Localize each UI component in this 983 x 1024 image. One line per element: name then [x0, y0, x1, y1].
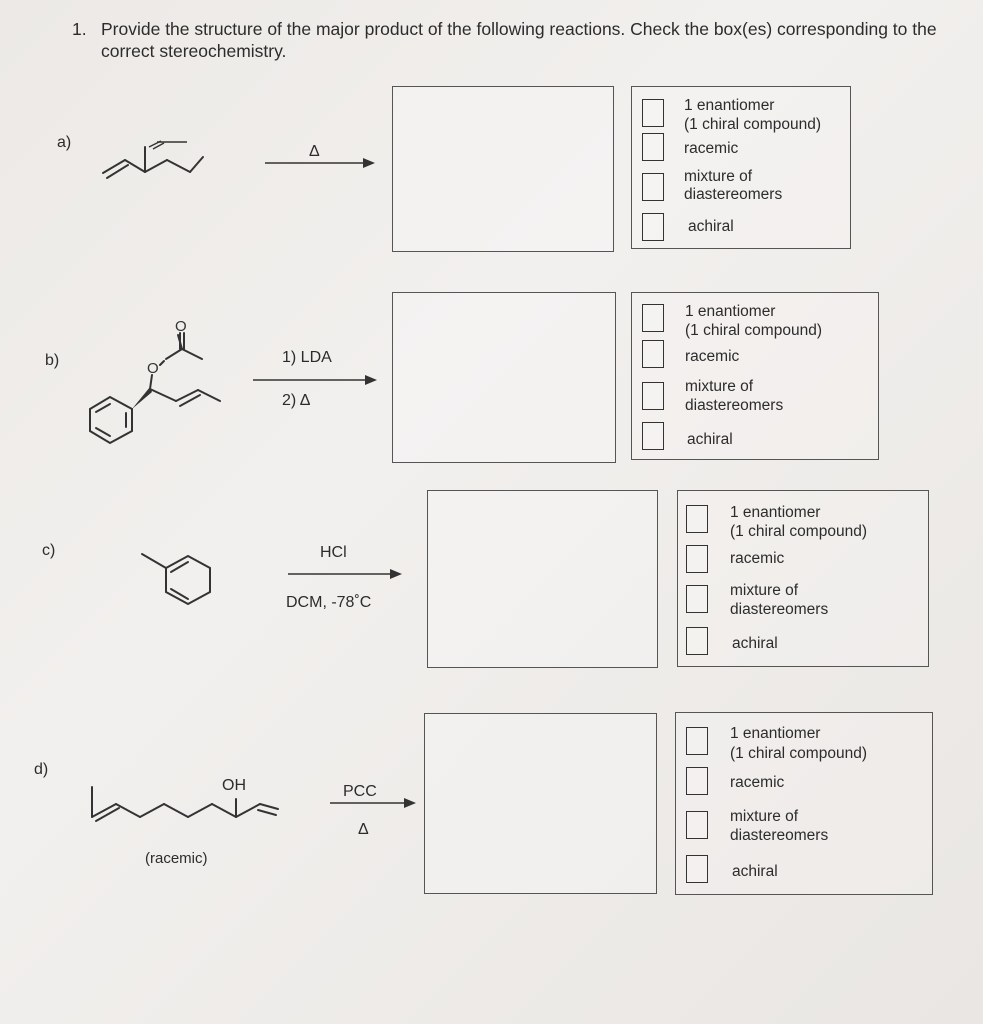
part-d-hydroxyl-label: OH [222, 777, 246, 794]
part-c-label: c) [42, 542, 56, 559]
part-b-stereo-options [631, 292, 879, 460]
part-b-carbonyl-oxygen-label: O [175, 318, 187, 335]
part-d-reactant-structure [82, 775, 282, 835]
part-c-checkbox-1-enantiomer[interactable] [686, 505, 708, 533]
part-c-reagent-2: DCM, -78˚C [286, 594, 372, 611]
part-c-checkbox-racemic[interactable] [686, 545, 708, 573]
part-c-checkbox-achiral[interactable] [686, 627, 708, 655]
part-d-option-1-chiral-compound: (1 chiral compound) [730, 745, 867, 762]
part-c-option-1-chiral-compound: (1 chiral compound) [730, 523, 867, 540]
part-b-checkbox-1-enantiomer[interactable] [642, 304, 664, 332]
part-a-reaction-arrow [265, 157, 375, 169]
part-a-option-racemic: racemic [684, 140, 739, 157]
part-b-checkbox-achiral[interactable] [642, 422, 664, 450]
part-d-answer-box[interactable] [424, 713, 657, 894]
part-a-option-1-chiral-compound: (1 chiral compound) [684, 116, 821, 133]
part-d-reagent-1: PCC [343, 783, 377, 800]
part-b-option-1-chiral-compound: (1 chiral compound) [685, 322, 822, 339]
part-a-option-achiral: achiral [688, 218, 734, 235]
part-c-reaction-arrow [288, 568, 403, 580]
part-b-checkbox-diastereomers[interactable] [642, 382, 664, 410]
part-b-option-racemic: racemic [685, 348, 740, 365]
part-b-option-achiral: achiral [687, 431, 733, 448]
part-a-checkbox-racemic[interactable] [642, 133, 664, 161]
part-c-option-1-enantiomer: 1 enantiomer [730, 504, 821, 521]
part-a-label: a) [57, 134, 72, 151]
part-a-option-mixture-of: mixture of [684, 168, 753, 185]
part-d-checkbox-racemic[interactable] [686, 767, 708, 795]
part-c-reactant-structure [138, 550, 228, 612]
part-b-option-1-enantiomer: 1 enantiomer [685, 303, 776, 320]
part-a-stereo-options [631, 86, 851, 249]
part-a-checkbox-achiral[interactable] [642, 213, 664, 241]
part-b-checkbox-racemic[interactable] [642, 340, 664, 368]
part-b-answer-box[interactable] [392, 292, 616, 463]
part-b-option-diastereomers: diastereomers [685, 397, 784, 414]
part-c-checkbox-diastereomers[interactable] [686, 585, 708, 613]
part-c-option-mixture-of: mixture of [730, 582, 799, 599]
part-b-label: b) [45, 352, 60, 369]
part-a-option-diastereomers: diastereomers [684, 186, 783, 203]
part-d-checkbox-1-enantiomer[interactable] [686, 727, 708, 755]
part-c-answer-box[interactable] [427, 490, 658, 668]
part-a-checkbox-1-enantiomer[interactable] [642, 99, 664, 127]
part-d-racemic-note: (racemic) [145, 850, 208, 867]
part-c-stereo-options [677, 490, 929, 667]
part-a-reactant-structure [95, 125, 205, 185]
part-d-reagent-2: Δ [358, 821, 369, 838]
part-b-reactant-structure [80, 315, 230, 455]
part-c-reagent-1: HCl [320, 544, 347, 561]
part-d-stereo-options [675, 712, 933, 895]
part-a-reagent: Δ [309, 143, 320, 160]
part-b-reaction-arrow [253, 374, 378, 386]
part-d-option-diastereomers: diastereomers [730, 827, 829, 844]
part-d-option-achiral: achiral [732, 863, 778, 880]
part-d-option-racemic: racemic [730, 774, 785, 791]
question-text: Provide the structure of the major product of the following reactions. Check the box(es) corresponding to the correct stereochemistry. [101, 19, 937, 61]
part-b-reagent-1: 1) LDA [282, 349, 332, 366]
part-d-checkbox-diastereomers[interactable] [686, 811, 708, 839]
part-d-option-mixture-of: mixture of [730, 808, 799, 825]
part-d-reaction-arrow [330, 797, 416, 809]
part-b-option-mixture-of: mixture of [685, 378, 754, 395]
question-number: 1. [72, 19, 87, 39]
part-d-checkbox-achiral[interactable] [686, 855, 708, 883]
part-a-answer-box[interactable] [392, 86, 614, 252]
part-b-ether-oxygen-label: O [147, 360, 159, 377]
part-b-reagent-2: 2) Δ [282, 392, 311, 409]
part-d-option-1-enantiomer: 1 enantiomer [730, 725, 821, 742]
part-c-option-achiral: achiral [732, 635, 778, 652]
part-c-option-diastereomers: diastereomers [730, 601, 829, 618]
part-d-label: d) [34, 761, 49, 778]
part-a-checkbox-diastereomers[interactable] [642, 173, 664, 201]
part-a-option-1-enantiomer: 1 enantiomer [684, 97, 775, 114]
part-c-option-racemic: racemic [730, 550, 785, 567]
